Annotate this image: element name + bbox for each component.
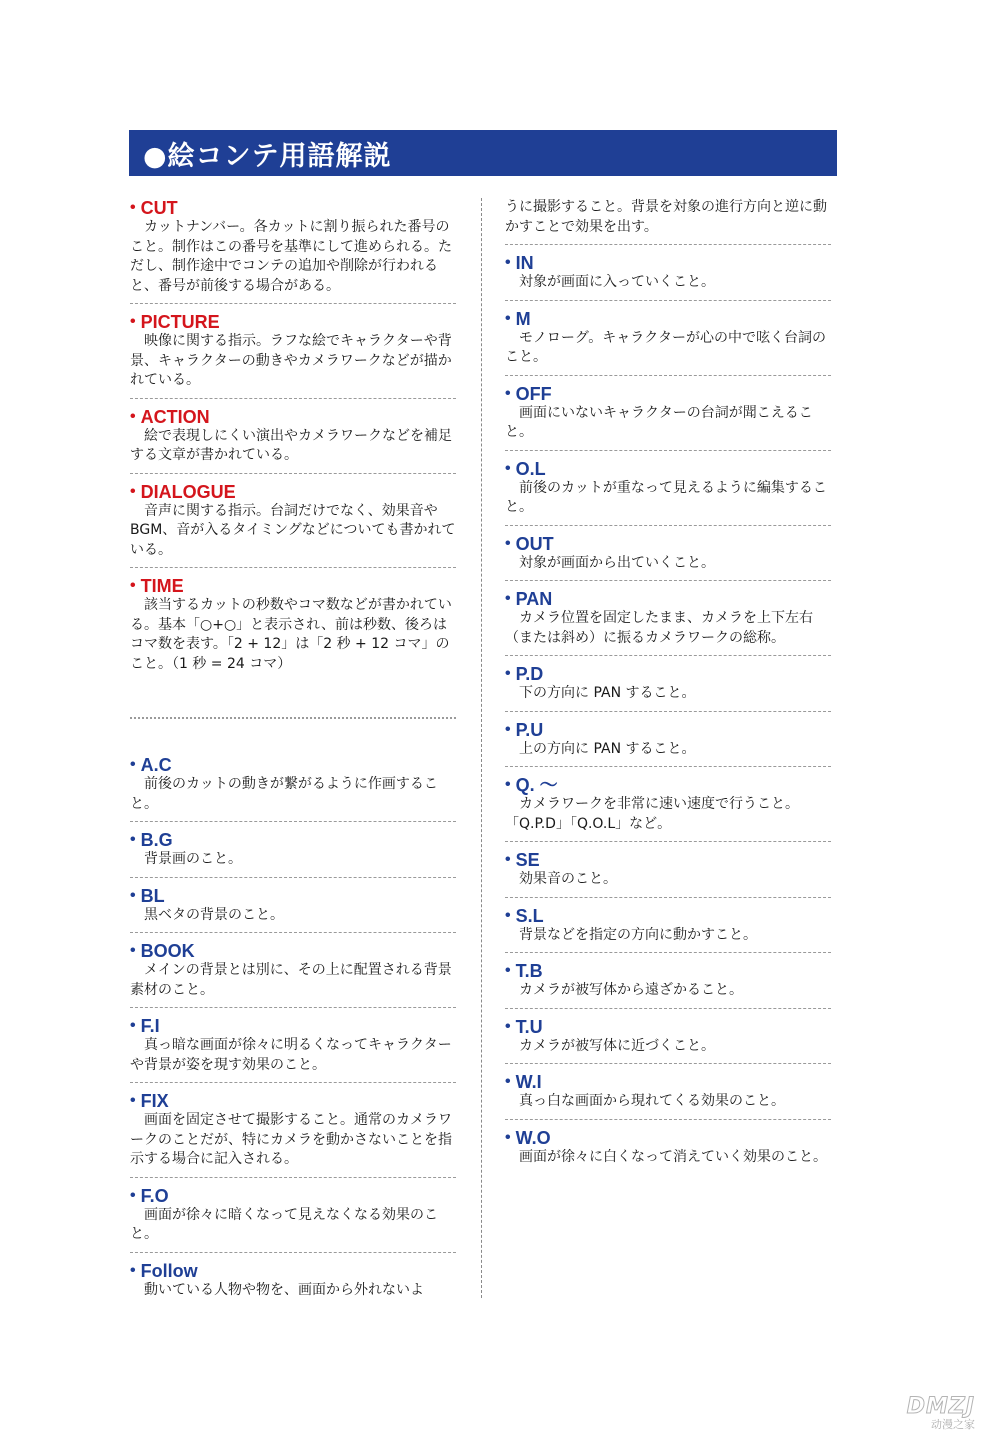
bullet-icon: •: [130, 886, 136, 904]
term-description: 音声に関する指示。台詞だけでなく、効果音や BGM、音が入るタイミングなどについても書かれている。: [130, 502, 456, 558]
term-entry: [505, 382, 831, 451]
term-description: モノローグ。キャラクターが心の中で呟く台詞のこと。: [505, 329, 827, 365]
term-description: 画面が徐々に白くなって消えていく効果のこと。: [519, 1148, 827, 1165]
term-heading: [505, 1017, 831, 1037]
term-description: 対象が画面から出ていくこと。: [519, 554, 715, 571]
term-heading: [130, 1186, 456, 1206]
term-label: W.O: [515, 1127, 551, 1148]
term-entry: [130, 753, 456, 822]
term-entry: [130, 1089, 456, 1178]
term-heading: [505, 961, 831, 981]
column-divider: [481, 198, 482, 1298]
right-column: [505, 196, 831, 1180]
bullet-icon: •: [130, 1186, 136, 1204]
term-entry: [130, 480, 456, 569]
watermark: [907, 1394, 975, 1432]
term-entry: [130, 1259, 456, 1308]
term-entry: [130, 1184, 456, 1253]
term-heading: [130, 1016, 456, 1036]
term-heading: [130, 830, 456, 850]
term-label: S.L: [515, 905, 544, 926]
term-description: カメラが被写体から遠ざかること。: [519, 982, 743, 998]
section-divider: [130, 717, 456, 719]
term-label: F.I: [140, 1016, 160, 1036]
term-label: B.G: [140, 830, 173, 850]
bullet-icon: •: [505, 459, 511, 477]
term-heading: [505, 309, 831, 329]
bullet-icon: •: [505, 665, 511, 682]
term-description: 映像に関する指示。ラフな絵でキャラクターや背景、キャラクターの動きやカメラワークなどが描かれている。: [130, 333, 452, 388]
bullet-icon: •: [130, 1092, 136, 1109]
term-entry: [505, 1126, 831, 1175]
term-label: ACTION: [140, 406, 210, 427]
term-label: F.O: [140, 1185, 169, 1206]
term-label: T.U: [515, 1016, 543, 1037]
bullet-icon: •: [130, 577, 136, 594]
bullet-icon: •: [130, 1261, 136, 1279]
secondary-terms-list-right: [505, 251, 831, 1174]
term-description: 該当するカットの秒数やコマ数などが書かれている。基本「○+○」と表示され、前は秒数、後ろはコマ数を表す。「2 + 12」は「2 秒 + 12 コマ」のこと。（1 秒 = 24 コマ）: [130, 597, 452, 672]
bullet-icon: •: [130, 199, 136, 216]
term-heading: [130, 312, 456, 332]
term-entry: [505, 532, 831, 582]
bullet-icon: •: [130, 942, 136, 959]
term-entry: [505, 1015, 831, 1065]
watermark-logo: DMZJ: [906, 1394, 975, 1419]
term-description: 画面を固定させて撮影すること。通常のカメラワークのことだが、特にカメラを動かさないことを指示する場合に記入される。: [130, 1112, 452, 1167]
term-label: SE: [515, 850, 540, 870]
term-label: OUT: [515, 533, 554, 554]
term-label: CUT: [140, 198, 178, 218]
term-label: TIME: [140, 576, 184, 596]
term-entry: [505, 959, 831, 1009]
bullet-icon: •: [505, 851, 511, 868]
term-description: 真っ白な画面から現れてくる効果のこと。: [519, 1093, 785, 1109]
term-entry: [130, 1014, 456, 1083]
term-heading: [505, 906, 831, 926]
term-label: T.B: [515, 961, 543, 981]
bullet-icon: •: [130, 407, 136, 425]
primary-terms-list: [130, 196, 456, 681]
bullet-icon: •: [505, 962, 511, 979]
term-heading: [130, 755, 456, 775]
term-heading: [130, 1261, 456, 1281]
term-label: IN: [515, 253, 534, 273]
term-label: M: [515, 308, 531, 329]
bullet-icon: •: [130, 1017, 136, 1034]
term-heading: [130, 1091, 456, 1111]
left-column: [130, 196, 456, 1313]
term-entry: [505, 718, 831, 768]
bullet-icon: •: [505, 254, 511, 271]
term-description: うに撮影すること。背景を対象の進行方向と逆に動かすことで効果を出す。: [505, 199, 827, 235]
term-label: P.D: [515, 664, 544, 684]
term-description: 対象が画面に入っていくこと。: [519, 274, 715, 290]
term-label: DIALOGUE: [140, 481, 236, 502]
bullet-icon: •: [505, 534, 511, 552]
term-heading: [130, 886, 456, 906]
page-title: ●絵コンテ用語解説: [143, 140, 392, 172]
term-heading: [505, 850, 831, 870]
term-heading: [505, 589, 831, 609]
watermark-subtitle: 动漫之家: [931, 1418, 975, 1431]
term-label: Follow: [140, 1260, 198, 1281]
bullet-icon: •: [130, 482, 136, 500]
term-heading: [130, 482, 456, 502]
bullet-icon: •: [505, 776, 511, 793]
term-description: 効果音のこと。: [519, 871, 617, 887]
bullet-icon: •: [130, 756, 136, 773]
term-label: P.U: [515, 719, 544, 740]
term-description: メインの背景とは別に、その上に配置される背景素材のこと。: [130, 962, 452, 998]
term-description: 背景画のこと。: [144, 851, 242, 867]
term-entry: [130, 939, 456, 1008]
term-entry: [130, 828, 456, 878]
term-label: BOOK: [140, 941, 195, 961]
term-label: PAN: [515, 589, 553, 609]
term-entry: [505, 307, 831, 376]
term-label: A.C: [140, 755, 172, 775]
term-heading: [130, 576, 456, 596]
term-description: 画面が徐々に暗くなって見えなくなる効果のこと。: [130, 1206, 438, 1242]
term-description: 前後のカットが重なって見えるように編集すること。: [505, 479, 827, 515]
term-heading: [505, 775, 831, 795]
term-heading: [505, 534, 831, 554]
term-label: O.L: [515, 458, 546, 479]
bullet-icon: •: [505, 309, 511, 327]
term-entry: [505, 662, 831, 712]
secondary-terms-list-left: [130, 753, 456, 1307]
bullet-icon: •: [130, 313, 136, 330]
term-entry: [505, 1070, 831, 1120]
term-entry: [505, 587, 831, 656]
term-heading: [505, 459, 831, 479]
term-heading: [130, 941, 456, 961]
term-description: カメラワークを非常に速い速度で行うこと。「Q.P.D」「Q.O.L」など。: [505, 796, 799, 832]
term-label: W.I: [515, 1072, 542, 1092]
continued-entry: [505, 196, 831, 245]
bullet-icon: •: [505, 906, 511, 924]
bullet-icon: •: [505, 1128, 511, 1146]
term-heading: [130, 407, 456, 427]
term-label: FIX: [140, 1091, 169, 1111]
term-description: 背景などを指定の方向に動かすこと。: [519, 926, 757, 943]
term-description: 動いている人物や物を、画面から外れないよ: [144, 1281, 424, 1298]
term-heading: [505, 1072, 831, 1092]
bullet-icon: •: [130, 831, 136, 848]
term-label: Q. ～: [515, 775, 558, 795]
term-entry: [505, 457, 831, 526]
term-heading: [505, 384, 831, 404]
bullet-icon: •: [505, 1073, 511, 1090]
term-entry: [505, 773, 831, 842]
term-description: 真っ暗な画面が徐々に明るくなってキャラクターや背景が姿を現す効果のこと。: [130, 1037, 452, 1073]
term-entry: [130, 310, 456, 399]
term-entry: [130, 196, 456, 304]
term-heading: [505, 720, 831, 740]
term-description: 絵で表現しにくい演出やカメラワークなどを補足する文章が書かれている。: [130, 427, 452, 463]
term-heading: [130, 198, 456, 218]
term-description: カメラ位置を固定したまま、カメラを上下左右（または斜め）に振るカメラワークの総称。: [505, 610, 813, 646]
term-heading: [505, 253, 831, 273]
term-entry: [130, 884, 456, 934]
bullet-icon: •: [505, 720, 511, 738]
term-entry: [130, 405, 456, 474]
term-label: PICTURE: [140, 312, 220, 332]
term-heading: [505, 664, 831, 684]
bullet-icon: •: [505, 1017, 511, 1035]
term-description: 画面にいないキャラクターの台詞が聞こえること。: [505, 404, 813, 440]
term-description: カメラが被写体に近づくこと。: [519, 1037, 715, 1054]
term-description: 黒ベタの背景のこと。: [144, 906, 284, 923]
bullet-icon: •: [505, 590, 511, 607]
term-description: 下の方向に PAN すること。: [519, 685, 696, 701]
term-label: BL: [140, 885, 165, 906]
term-description: 前後のカットの動きが繋がるように作画すること。: [130, 776, 438, 812]
term-description: カットナンバー。各カットに割り振られた番号のこと。制作はこの番号を基準にして進められる。ただし、制作途中でコンテの追加や削除が行われると、番号が前後する場合がある。: [130, 219, 452, 294]
bullet-icon: •: [505, 384, 511, 402]
term-description: 上の方向に PAN すること。: [519, 740, 696, 757]
term-heading: [505, 1128, 831, 1148]
section-header: [129, 130, 837, 176]
term-entry: [130, 574, 456, 681]
term-label: OFF: [515, 383, 552, 404]
term-entry: [505, 848, 831, 898]
term-entry: [505, 904, 831, 954]
term-entry: [505, 251, 831, 301]
